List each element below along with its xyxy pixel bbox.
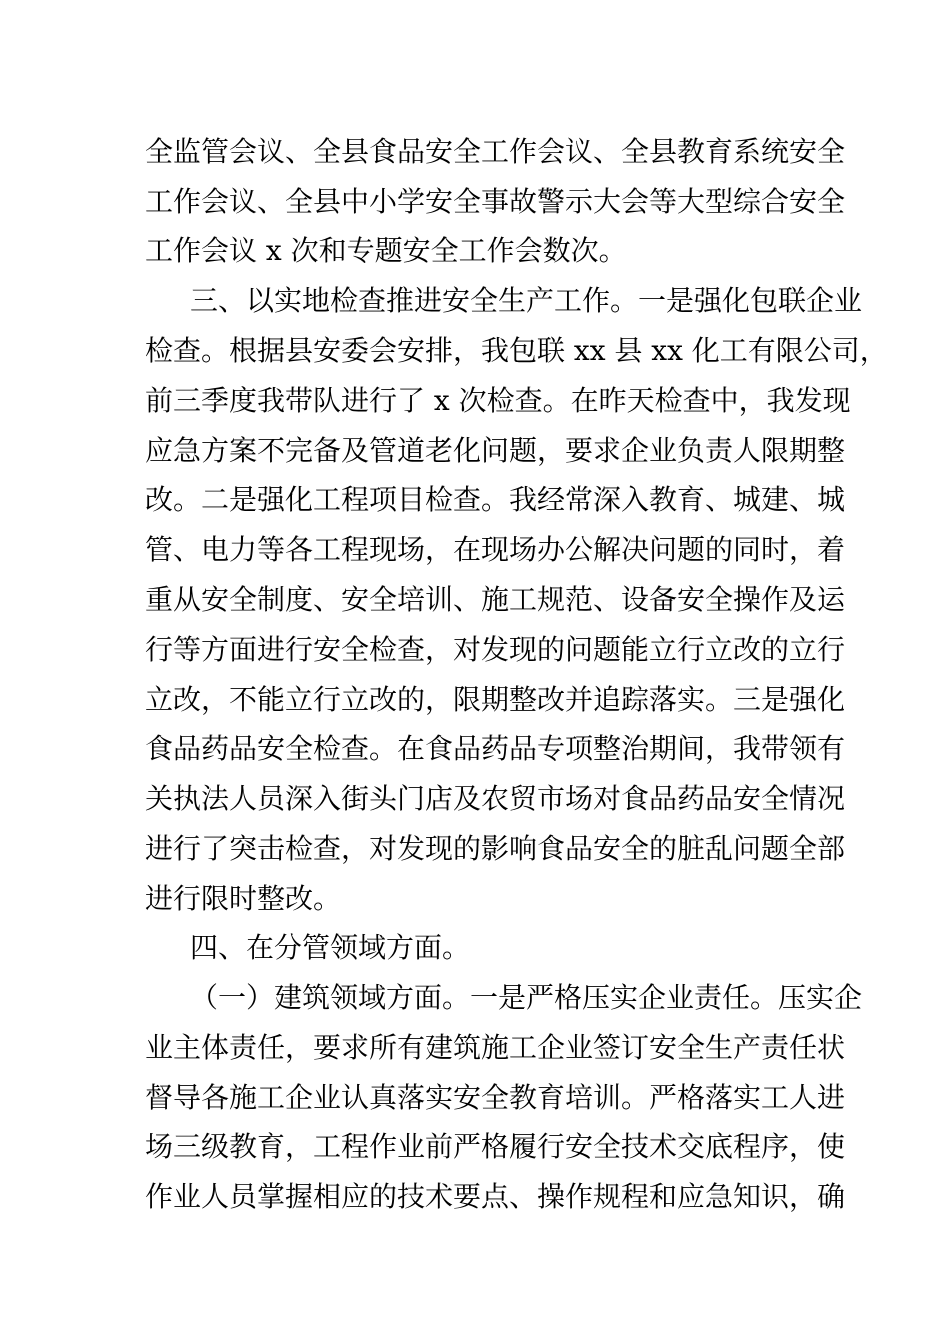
text-line: 进行限时整改。 bbox=[145, 882, 342, 915]
text-line: 工作会议、全县中小学安全事故警示大会等大型综合安全 bbox=[145, 185, 846, 218]
text-line: 重从安全制度、安全培训、施工规范、设备安全操作及运 bbox=[145, 583, 846, 616]
text-line: 前三季度我带队进行了 x 次检查。在昨天检查中，我发现 bbox=[145, 384, 851, 417]
paragraph-start: （一）建筑领域方面。一是严格压实企业责任。压实企 bbox=[190, 981, 863, 1014]
text-line: 检查。根据县安委会安排，我包联 xx 县 xx 化工有限公司， bbox=[145, 334, 888, 367]
text-line: 行等方面进行安全检查，对发现的问题能立行立改的立行 bbox=[145, 633, 846, 666]
text-line: 场三级教育，工程作业前严格履行安全技术交底程序，使 bbox=[145, 1130, 846, 1163]
text-line: 业主体责任，要求所有建筑施工企业签订安全生产责任状 bbox=[145, 1031, 846, 1064]
text-line: 立改，不能立行立改的，限期整改并追踪落实。三是强化 bbox=[145, 683, 846, 716]
text-line: 工作会议 x 次和专题安全工作会数次。 bbox=[145, 234, 627, 267]
section-heading: 四、在分管领域方面。 bbox=[190, 931, 471, 964]
text-line: 食品药品安全检查。在食品药品专项整治期间，我带领有 bbox=[145, 732, 846, 765]
text-line: 管、电力等各工程现场，在现场办公解决问题的同时，着 bbox=[145, 533, 846, 566]
paragraph-start: 三、以实地检查推进安全生产工作。一是强化包联企业 bbox=[190, 284, 863, 317]
text-line: 作业人员掌握相应的技术要点、操作规程和应急知识，确 bbox=[145, 1180, 846, 1213]
text-line: 关执法人员深入街头门店及农贸市场对食品药品安全情况 bbox=[145, 782, 846, 815]
text-line: 进行了突击检查，对发现的影响食品安全的脏乱问题全部 bbox=[145, 832, 846, 865]
text-line: 应急方案不完备及管道老化问题，要求企业负责人限期整 bbox=[145, 434, 846, 467]
text-line: 改。二是强化工程项目检查。我经常深入教育、城建、城 bbox=[145, 483, 846, 516]
text-line: 全监管会议、全县食品安全工作会议、全县教育系统安全 bbox=[145, 135, 846, 168]
text-line: 督导各施工企业认真落实安全教育培训。严格落实工人进 bbox=[145, 1081, 846, 1114]
